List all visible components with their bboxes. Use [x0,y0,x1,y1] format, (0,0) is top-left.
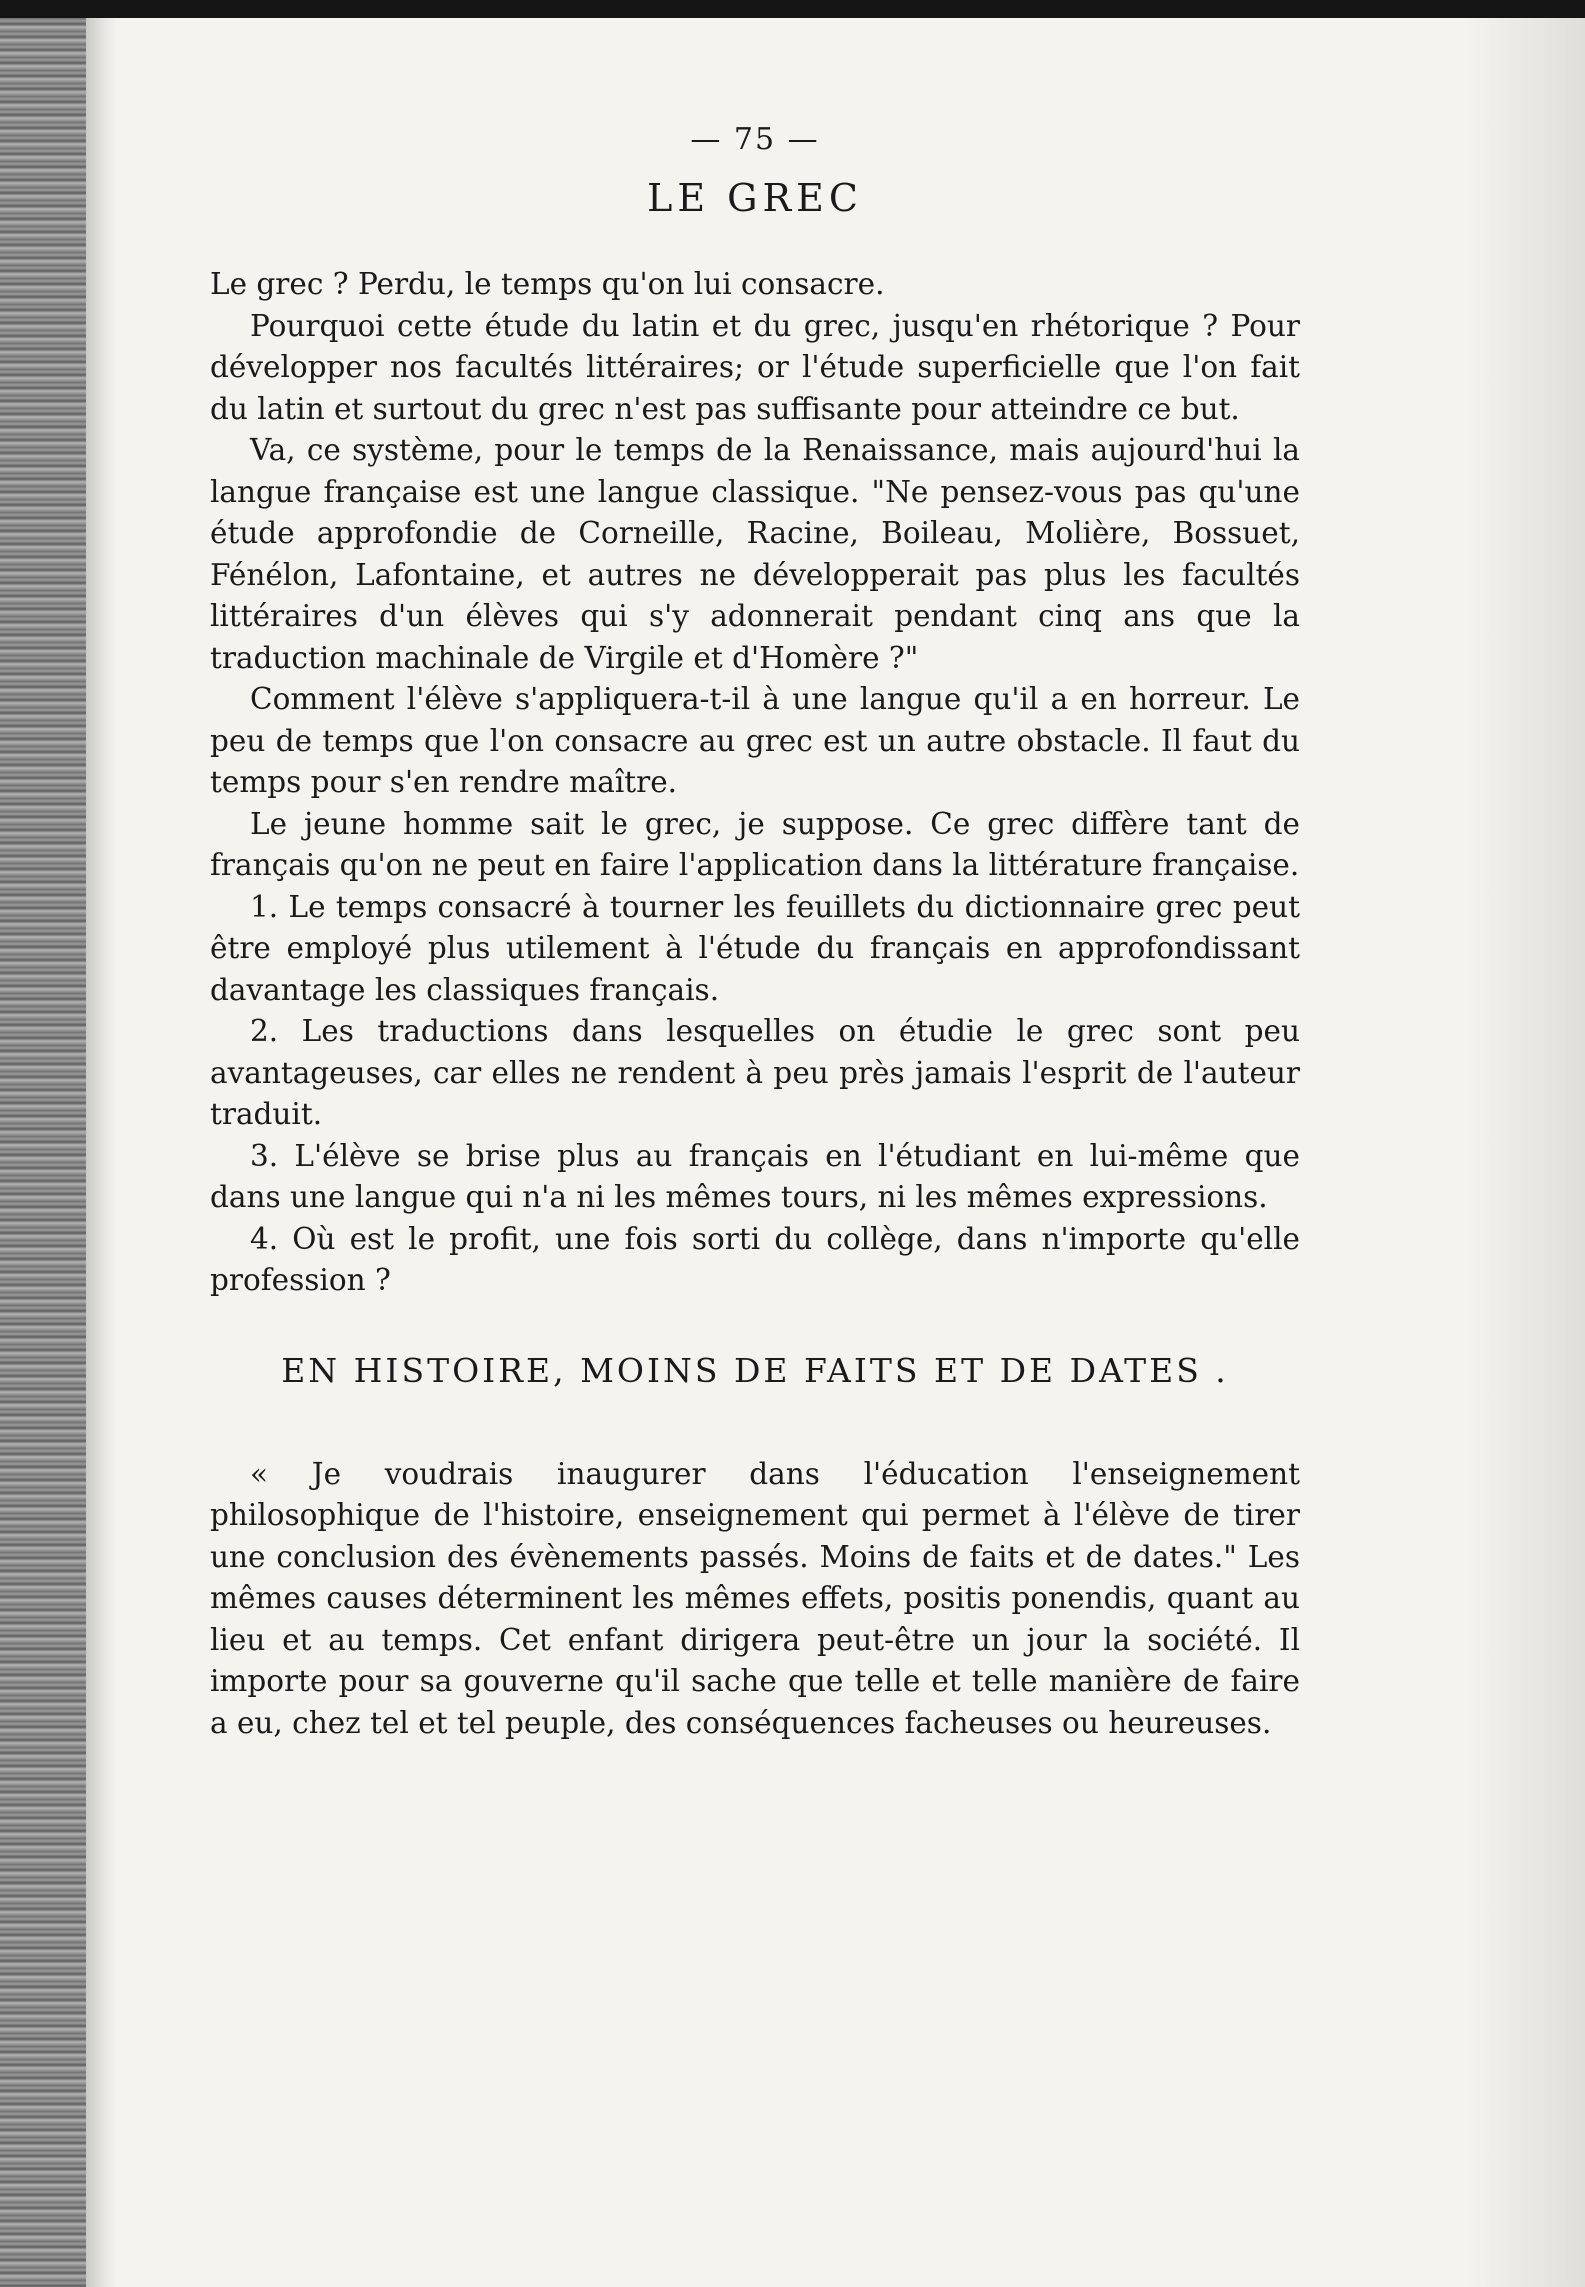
page-content [210,120,1300,2220]
paragraph: Comment l'élève s'appliquera-t-il à une langue qu'il a en horreur. Le peu de temps que l'on consacre au grec est un autre obstacle. Il faut du temps pour s'en rendre maître. [210,682,1300,799]
section-title-le-grec: LE GREC [647,176,863,220]
section-le-grec [210,264,1300,1302]
binding-edge [86,18,116,2287]
paragraph: Le grec ? Perdu, le temps qu'on lui consacre. [210,267,885,301]
numbered-point: 4. Où est le profit, une fois sorti du collège, dans n'importe qu'elle profession ? [210,1221,1300,1297]
numbered-point: 3. L'élève se brise plus au français en l'étudiant en lui-même que dans une langue qui n'a ni les mêmes tours, ni les mêmes expressions. [210,1138,1300,1214]
numbered-point: 1. Le temps consacré à tourner les feuillets du dictionnaire grec peut être employé plus utilement à l'étude du français en approfondissant davantage les classiques français. [210,889,1300,1007]
paragraph: Va, ce système, pour le temps de la Renaissance, mais aujourd'hui la langue française est une langue classique. "Ne pensez-vous pas qu'une étude approfondie de Corneille, Racine, Boileau, Molière, Bossuet, Fénélon, Lafontaine, et autres ne développerait pas plus les facultés littéraires d'un élèves qui s'y adonnerait pendant cinq ans que la traduction machinale de Virgile et d'Homère ?" [210,433,1300,675]
top-border [0,0,1585,18]
paragraph: Pourquoi cette étude du latin et du grec, jusqu'en rhétorique ? Pour développer nos facultés littéraires; or l'étude superficielle que l'on fait du latin et surtout du grec n'est pas suffisante pour atteindre ce but. [210,308,1300,426]
numbered-point: 2. Les traductions dans lesquelles on étudie le grec sont peu avantageuses, car elles ne rendent à peu près jamais l'esprit de l'auteur traduit. [210,1014,1300,1131]
section-histoire [210,1454,1300,1745]
section-title-histoire: EN HISTOIRE, MOINS DE FAITS ET DE DATES . [281,1350,1229,1390]
book-binding-shadow [0,18,86,2287]
paragraph: Le jeune homme sait le grec, je suppose. Ce grec diffère tant de français qu'on ne peut en faire l'application dans la littérature française. [210,806,1300,882]
page-number: — 75 — [690,122,820,157]
page-edge-shading [1465,18,1585,2287]
paragraph: « Je voudrais inaugurer dans l'éducation l'enseignement philosophique de l'histoire, enseignement qui permet à l'élève de tirer une conclusion des évènements passés. Moins de faits et de dates." Les mêmes causes déterminent les mêmes effets, positis ponendis, quant au lieu et au temps. Cet enfant dirigera peut-être un jour la société. Il importe pour sa gouverne qu'il sache que telle et telle manière de faire a eu, chez tel et tel peuple, des conséquences facheuses ou heureuses. [210,1456,1300,1740]
